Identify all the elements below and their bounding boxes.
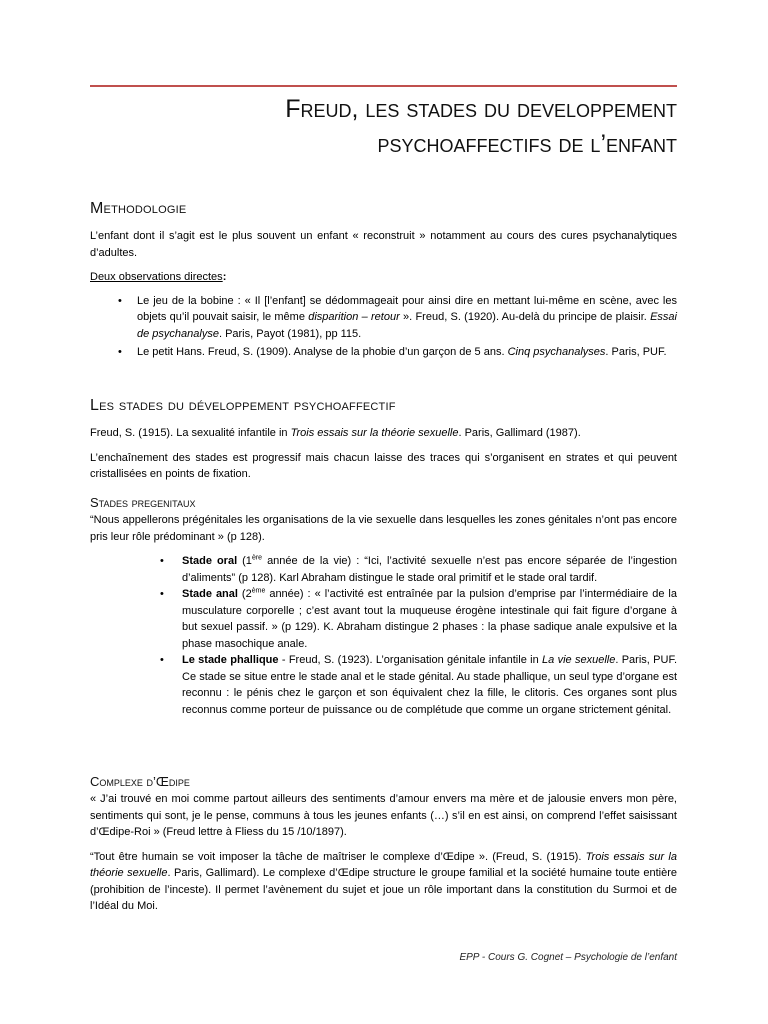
section-methodologie (90, 200, 677, 361)
oedipe-paragraph: “Tout être humain se voit imposer la tâche de maîtriser le complexe d’Œdipe ». (Freud, S. (1915). Trois essais sur la théorie sexuelle. Paris, Gallimard). Le complexe d’Œdipe structure le groupe familial et la société humaine toute entière (prohibition de l’inceste). Il permet l’avènement du sujet et joue un rôle important dans la constitution du Surmoi et de l’Idéal du Moi. (90, 850, 677, 912)
list-item: • Le petit Hans. Freud, S. (1909). Analyse de la phobie d’un garçon de 5 ans. Cinq psychanalyses. Paris, PUF. (118, 346, 667, 358)
oedipe-quote: « J’ai trouvé en moi comme partout ailleurs des sentiments d’amour envers ma mère et de jalousie envers mon père, sentiments qui sont, je le pense, communs à tous les jeunes enfants (…) s’il en est ainsi, on comprend l’effet saisissant d’Œdipe-Roi » (Freud lettre à Fliess du 15 /10/1897). (90, 793, 677, 838)
heading-oedipe: Complexe d’Œdipe (90, 774, 190, 789)
title-line-2: psychoaffectifs de l’enfant (377, 130, 677, 158)
list-item-stade-oral: • Stade oral (1ère année de la vie) : “Ici, l’activité sexuelle n’est pas encore séparée de l’ingestion d’aliments” (p 128). Karl Abraham distingue le stade oral primitif et le stade oral tardif. (160, 554, 678, 584)
list-item-stade-anal: • Stade anal (2ème année) : « l’activité est entraînée par la pulsion d’emprise par l’intermédiaire de la musculature corporelle ; c’est avant tout la muqueuse érogène intestinale qui fait figure d’organe à but sexuel passif. » (p 129). K. Abraham distingue 2 phases : la phase sadique anale expulsive et la phase masochique anale. (160, 587, 677, 650)
section-pregenitaux (90, 495, 677, 718)
heading-methodologie: Methodologie (90, 200, 187, 217)
section-stades (90, 397, 677, 483)
pregenitaux-quote: “Nous appellerons prégénitales les organisations de la vie sexuelle dans lesquelles les zones génitales n’ont pas encore pris leur rôle prédominant » (p 128). (90, 514, 677, 543)
list-item-stade-phallique: • Le stade phallique - Freud, S. (1923). L’organisation génitale infantile in La vie sexuelle. Paris, PUF. Ce stade se situe entre le stade anal et le stade génital. Au stade phallique, un seul type d’organe est reconnu : le pénis chez le garçon et son équivalent chez la fille, le clitoris. Ces organes sont plus reconnus comme porteur de puissance ou de complétude que comme un organe strictement génital. (160, 654, 678, 716)
observations-list (90, 293, 677, 361)
observations-label: Deux observations directes: (90, 271, 227, 283)
stades-list (90, 553, 677, 718)
document-page (90, 0, 677, 1024)
title-rule (90, 85, 677, 87)
stades-paragraph: L’enchaînement des stades est progressif mais chacun laisse des traces qui s’organisent en strates et qui peuvent cristallisées en points de fixation. (90, 451, 677, 480)
title-line-1: Freud, les stades du developpement (285, 95, 677, 123)
section-oedipe (90, 774, 677, 915)
page-title (90, 92, 677, 162)
methodologie-intro: L’enfant dont il s’agit est le plus souvent un enfant « reconstruit » notamment au cours des cures psychanalytiques d’adultes. (90, 230, 677, 259)
list-item: • Le jeu de la bobine : « Il [l’enfant] se dédommageait pour ainsi dire en mettant lui-même en scène, avec les objets qu’il pouvait saisir, le même disparition – retour ». Freud, S. (1920). Au-delà du principe de plaisir. Essai de psychanalyse. Paris, Payot (1981), pp 115. (118, 294, 677, 340)
heading-stades: Les stades du développement psychoaffectif (90, 397, 396, 414)
stades-reference: Freud, S. (1915). La sexualité infantile in Trois essais sur la théorie sexuelle. Paris, Gallimard (1987). (90, 427, 581, 439)
page-footer: EPP - Cours G. Cognet – Psychologie de l’enfant (459, 952, 677, 963)
heading-pregenitaux: Stades pregenitaux (90, 495, 196, 510)
